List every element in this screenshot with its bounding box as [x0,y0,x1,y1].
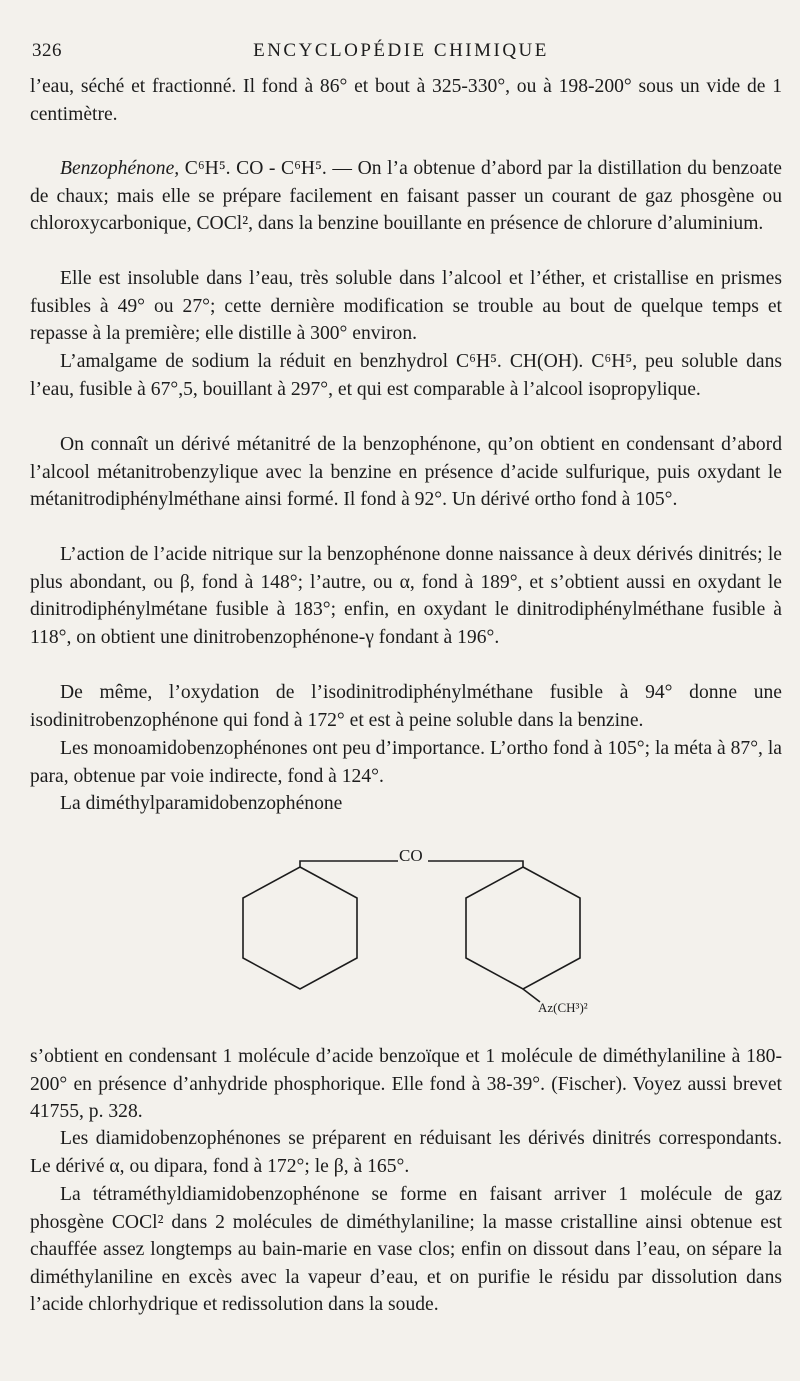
dimethylamino-label: Az(CH³)² [538,1000,588,1015]
paragraph-text: Elle est insoluble dans l’eau, très soluble dans l’alcool et l’éther, et cristallise en prismes fusibles à 49° ou 27°; cette dernière modification se trouble au bout de quelque temps et repasse à la première; elle distille à 300° environ. [30,268,782,345]
paragraph-diamido [30,1125,782,1180]
paragraph-text: s’obtient en condensant 1 molécule d’acide benzoïque et 1 molécule de diméthylaniline à 180-200° en présence d’anhydride phosphorique. Elle fond à 38-39°. (Fischer). Voyez aussi brevet 41755, p. 328. [30,1046,782,1123]
paragraph-metanitro [30,431,782,514]
paragraph-properties [30,265,782,348]
paragraph-reduction [30,348,782,403]
paragraph-text: L’action de l’acide nitrique sur la benzophénone donne naissance à deux dérivés dinitrés; le plus abondant, ou β, fond à 148°; l’autre, ou α, fond à 189°, et s’obtient aussi en oxydant le dinitrodiphénylmétane fusible à 183°; enfin, en oxydant le dinitrodiphénylméthane fusible à 118°, on obtient une dinitrobenzophénone-γ fondant à 196°. [30,544,782,648]
paragraph-dinitro [30,541,782,651]
paragraph-text: La diméthylparamidobenzophénone [60,793,343,814]
paragraph-synthesis [30,1043,782,1126]
right-bond [428,861,523,867]
page-number: 326 [32,40,62,61]
paragraph-continued-text [30,73,782,128]
left-bond [300,861,398,867]
paragraph-isodinitro [30,679,782,734]
page-header [32,40,770,64]
paragraph-monoamido [30,735,782,790]
running-title: ENCYCLOPÉDIE CHIMIQUE [253,40,549,61]
paragraph-tetramethyldiamido [30,1181,782,1319]
paragraph-text: De même, l’oxydation de l’isodinitrodiphénylméthane fusible à 94° donne une isodinitrobenzophénone qui fond à 172° et est à peine soluble dans la benzine. [30,682,782,731]
right-benzene-ring [466,867,580,989]
paragraph-text: C⁶H⁵. CO - C⁶H⁵. — On l’a obtenue d’abord par la distillation du benzoate de chaux; mais elle se prépare facilement en faisant passer un courant de gaz phosgène ou chloroxycarbonique, COCl², dans la benzine bouillante en présence de chlorure d’aluminium. [30,158,782,235]
carbonyl-label: CO [399,846,423,865]
formula-drawing [0,830,800,1030]
paragraph-text: On connaît un dérivé métanitré de la benzophénone, qu’on obtient en condensant d’abord l’alcool métanitrobenzylique avec la benzine en présence d’acide sulfurique, puis oxydant le métanitrodiphénylméthane ainsi formé. Il fond à 92°. Un dérivé ortho fond à 105°. [30,434,782,511]
left-benzene-ring [243,867,357,989]
paragraph-text: l’eau, séché et fractionné. Il fond à 86° et bout à 325-330°, ou à 198-200° sous un vide de 1 centimètre. [30,76,782,125]
paragraph-benzophenone [30,155,782,238]
structural-formula [0,830,800,1030]
paragraph-text: Les monoamidobenzophénones ont peu d’importance. L’ortho fond à 105°; la méta à 87°, la para, obtenue par voie indirecte, fond à 124°. [30,738,782,787]
paragraph-text: La tétraméthyldiamidobenzophénone se forme en faisant arriver 1 molécule de gaz phosgène COCl² dans 2 molécules de diméthylaniline; la masse cristalline ainsi obtenue est chauffée assez longtemps au bain-marie en vase clos; enfin on dissout dans l’eau, on sépare la diméthylaniline en excès avec la vapeur d’eau, et on purifie le résidu par dissolution dans l’acide chlorhydrique et redissolution dans la soude. [30,1184,782,1316]
paragraph-text: L’amalgame de sodium la réduit en benzhydrol C⁶H⁵. CH(OH). C⁶H⁵, peu soluble dans l’eau, fusible à 67°,5, bouillant à 297°, et qui est comparable à l’alcool isopropylique. [30,351,782,400]
paragraph-text: Les diamidobenzophénones se préparent en réduisant les dérivés dinitrés correspondants. Le dérivé α, ou dipara, fond à 172°; le β, à 165°. [30,1128,782,1177]
paragraph-dimethylparamido [30,790,782,818]
compound-heading: Benzophénone, [60,158,180,179]
